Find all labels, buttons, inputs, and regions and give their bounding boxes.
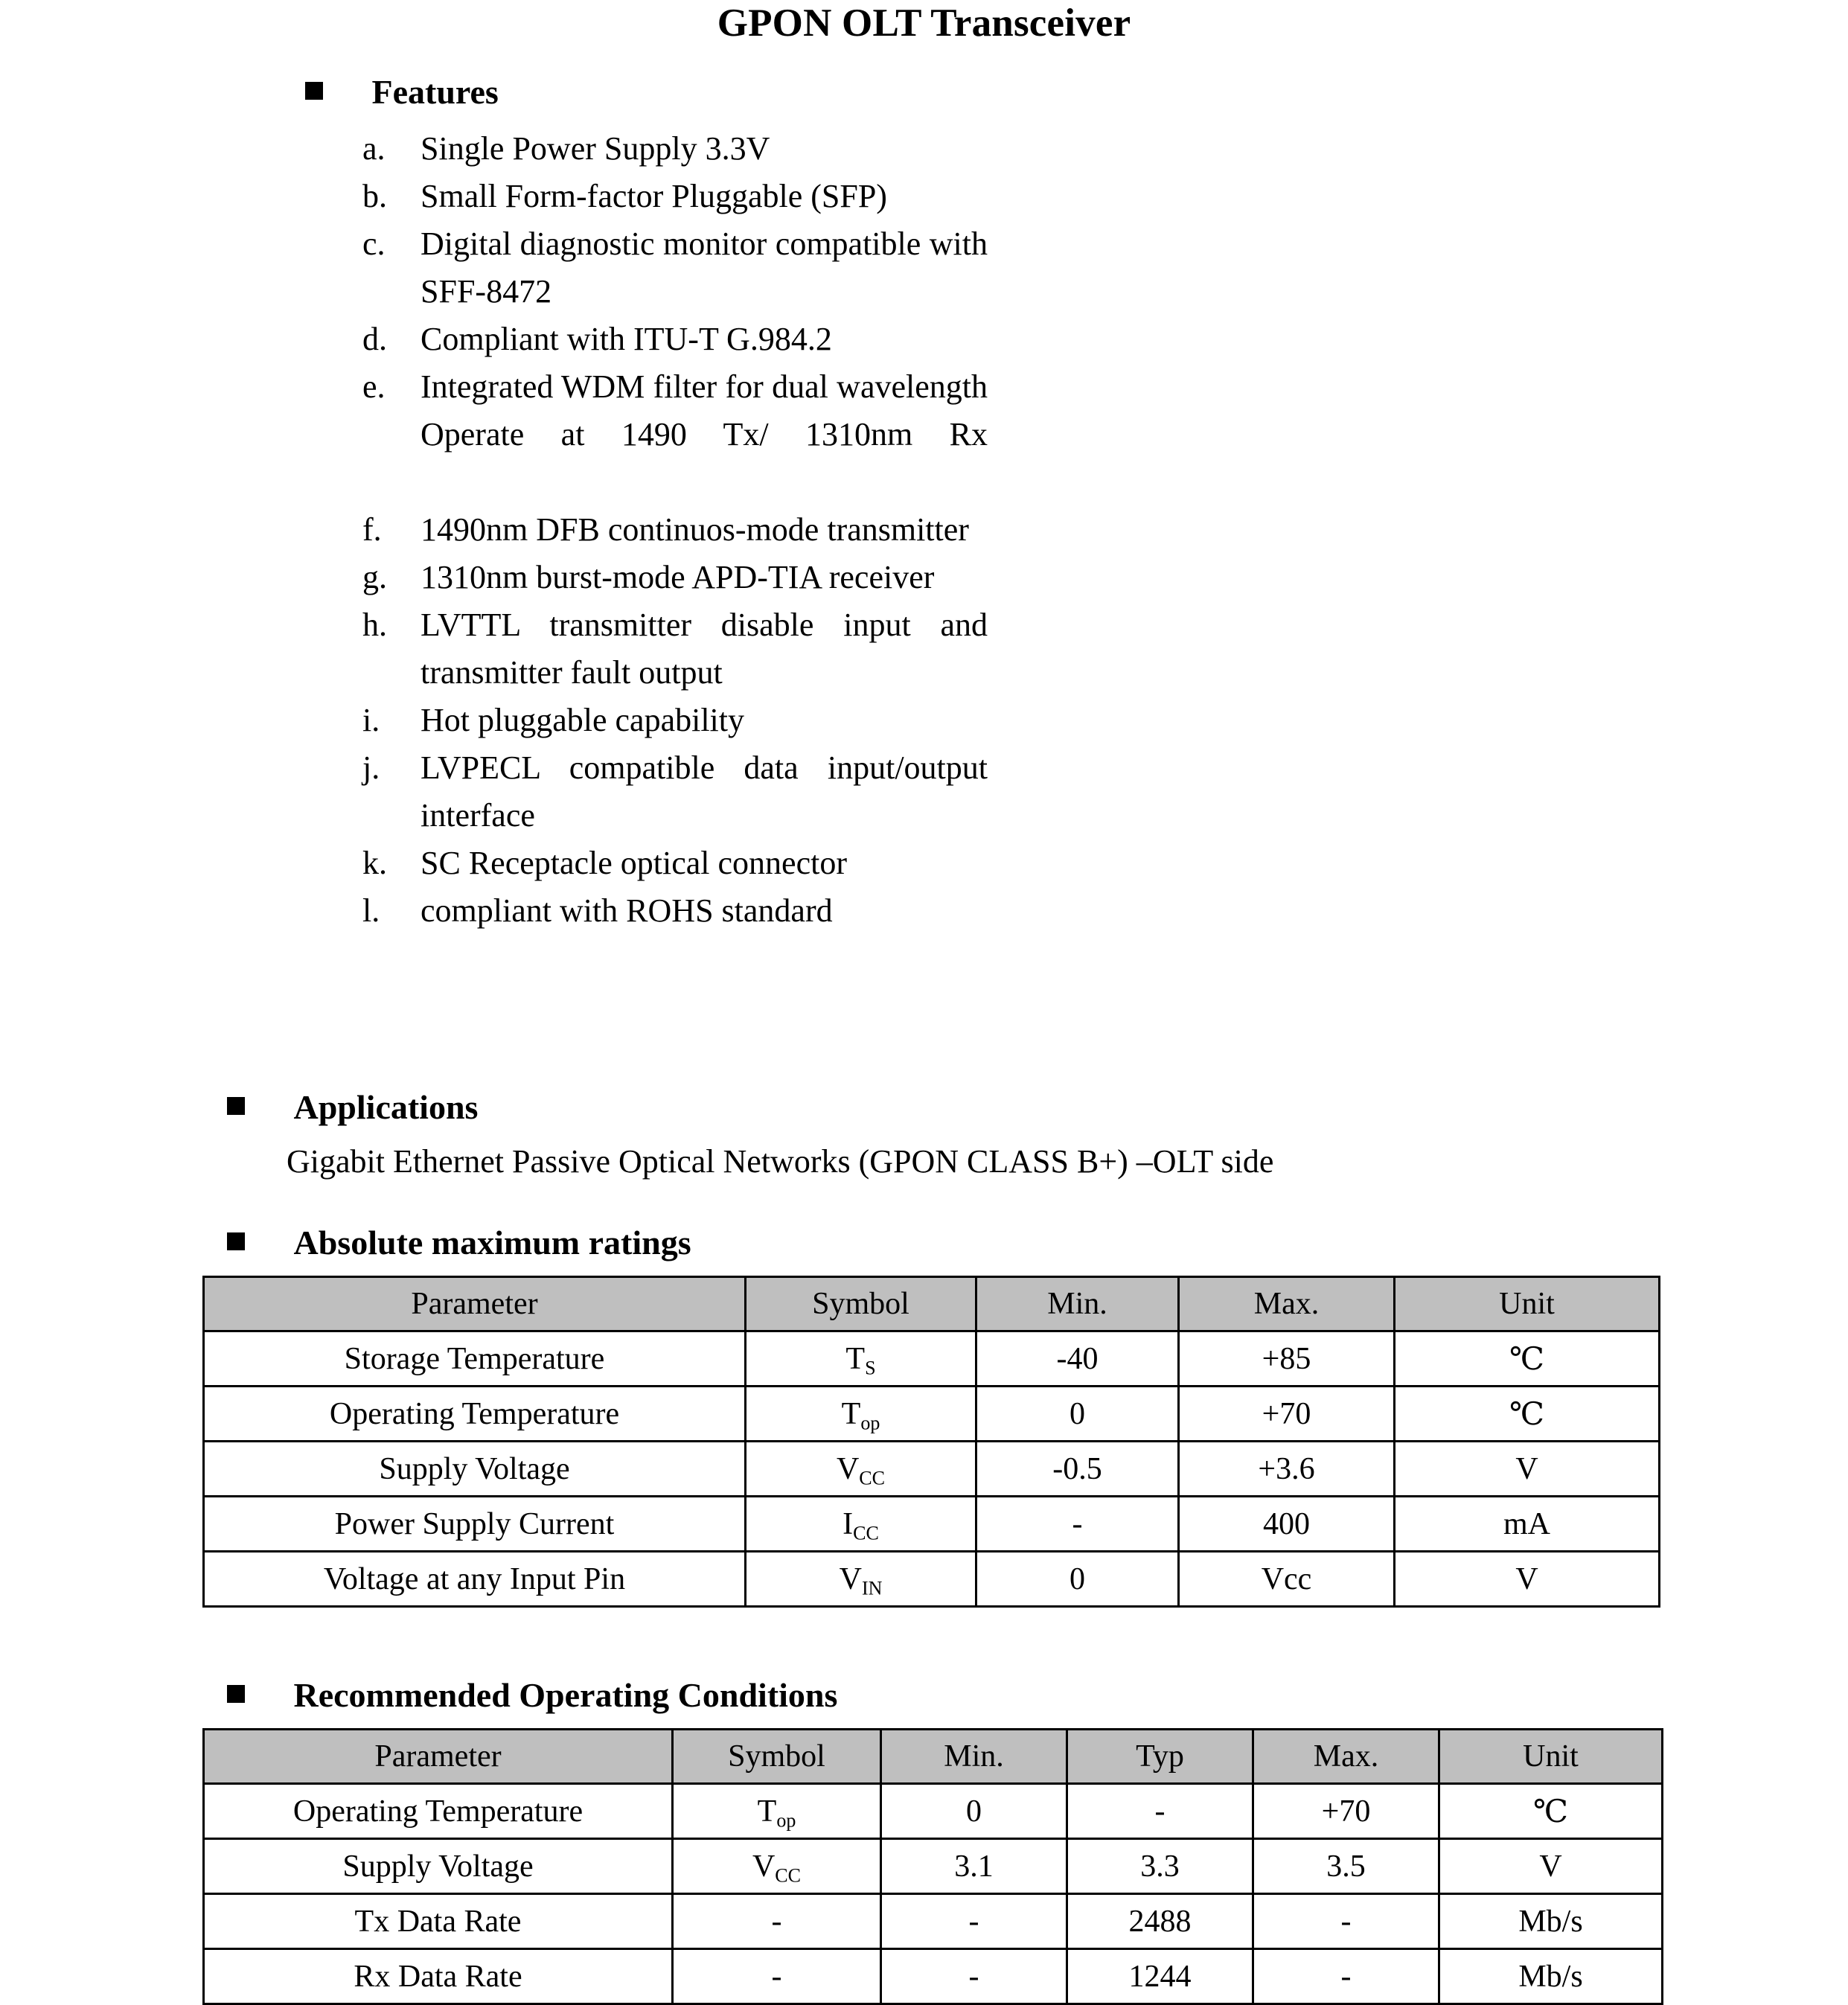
column-header: Max.	[1253, 1730, 1439, 1784]
table-header	[204, 1277, 1660, 1331]
recommended-operating-conditions-table	[202, 1728, 1663, 2005]
cell-unit: ℃	[1439, 1784, 1663, 1839]
feature-item-text: 1490nm DFB continuos-mode transmitter	[421, 511, 969, 548]
column-header: Unit	[1395, 1277, 1660, 1331]
square-bullet-icon	[227, 1685, 245, 1703]
cell-max: Vcc	[1179, 1552, 1395, 1607]
cell-parameter: Storage Temperature	[204, 1331, 746, 1387]
cell-symbol	[746, 1387, 976, 1442]
section-heading-absolute-maximum-ratings	[227, 1224, 691, 1263]
feature-list-item	[362, 173, 988, 220]
cell-parameter: Supply Voltage	[204, 1442, 746, 1497]
cell-max: -	[1253, 1894, 1439, 1949]
feature-list-item	[362, 840, 988, 887]
cell-parameter: Tx Data Rate	[204, 1894, 673, 1949]
feature-item-marker: d.	[362, 321, 387, 357]
symbol-base: T	[845, 1341, 866, 1376]
table-row	[204, 1442, 1660, 1497]
column-header: Min.	[881, 1730, 1067, 1784]
cell-unit: Mb/s	[1439, 1894, 1663, 1949]
cell-unit: V	[1395, 1552, 1660, 1607]
table-header	[204, 1730, 1663, 1784]
cell-symbol: -	[673, 1894, 881, 1949]
feature-list-item	[362, 506, 988, 554]
square-bullet-icon	[227, 1232, 245, 1250]
feature-list-item	[362, 697, 988, 744]
cell-max: 3.5	[1253, 1839, 1439, 1894]
feature-item-text: Digital diagnostic monitor compatible with SFF-8472	[421, 226, 988, 310]
cell-min: 0	[881, 1784, 1067, 1839]
applications-text: Gigabit Ethernet Passive Optical Networks (GPON CLASS B+) –OLT side	[287, 1143, 1274, 1180]
feature-list-item	[362, 220, 988, 316]
section-heading-features	[305, 73, 499, 112]
symbol-base: I	[843, 1506, 854, 1541]
cell-parameter: Voltage at any Input Pin	[204, 1552, 746, 1607]
page-title: GPON OLT Transceiver	[717, 1, 1131, 45]
cell-typ: 2488	[1067, 1894, 1253, 1949]
cell-unit: mA	[1395, 1497, 1660, 1552]
table-row	[204, 1839, 1663, 1894]
table-body	[204, 1784, 1663, 2004]
table-row	[204, 1784, 1663, 1839]
column-header: Unit	[1439, 1730, 1663, 1784]
symbol-subscript: CC	[853, 1521, 879, 1544]
table-row	[204, 1552, 1660, 1607]
column-header: Parameter	[204, 1730, 673, 1784]
cell-min: 0	[976, 1387, 1179, 1442]
feature-list-item	[362, 744, 988, 840]
column-header: Max.	[1179, 1277, 1395, 1331]
cell-min: -	[881, 1894, 1067, 1949]
symbol-subscript: S	[865, 1356, 876, 1378]
cell-symbol	[746, 1331, 976, 1387]
feature-item-marker: g.	[362, 559, 387, 595]
section-heading-features-label: Features	[371, 73, 499, 111]
cell-min: 0	[976, 1552, 1179, 1607]
feature-item-text: LVPECL compatible data input/output interface	[421, 749, 988, 834]
feature-item-marker: b.	[362, 178, 387, 214]
cell-unit: V	[1439, 1839, 1663, 1894]
feature-item-text: LVTTL transmitter disable input and transmitter fault output	[421, 607, 988, 691]
cell-max: 400	[1179, 1497, 1395, 1552]
cell-unit: V	[1395, 1442, 1660, 1497]
cell-parameter: Operating Temperature	[204, 1784, 673, 1839]
feature-item-marker: j.	[362, 749, 380, 786]
section-heading-recommended-operating-conditions	[227, 1676, 837, 1715]
table-header-row	[204, 1277, 1660, 1331]
cell-min: -0.5	[976, 1442, 1179, 1497]
cell-max: +70	[1253, 1784, 1439, 1839]
section-heading-applications-label: Applications	[293, 1088, 479, 1126]
symbol-base: V	[836, 1451, 860, 1486]
cell-parameter: Operating Temperature	[204, 1387, 746, 1442]
cell-max: +70	[1179, 1387, 1395, 1442]
cell-max: +85	[1179, 1331, 1395, 1387]
features-list	[362, 125, 988, 935]
table-row	[204, 1387, 1660, 1442]
symbol-subscript: CC	[859, 1466, 886, 1488]
section-heading-applications	[227, 1088, 478, 1128]
feature-list-item	[362, 363, 988, 506]
table-body	[204, 1331, 1660, 1607]
section-heading-recommended-operating-conditions-label: Recommended Operating Conditions	[293, 1676, 838, 1714]
feature-item-marker: i.	[362, 702, 380, 738]
feature-item-text: Small Form-factor Pluggable (SFP)	[421, 178, 887, 214]
cell-unit: ℃	[1395, 1331, 1660, 1387]
cell-symbol	[673, 1839, 881, 1894]
cell-max: +3.6	[1179, 1442, 1395, 1497]
column-header: Typ	[1067, 1730, 1253, 1784]
feature-item-text: Integrated WDM filter for dual wavelength Operate at 1490 Tx/ 1310nm Rx	[421, 368, 988, 453]
cell-symbol	[673, 1784, 881, 1839]
feature-list-item	[362, 125, 988, 173]
cell-min: -40	[976, 1331, 1179, 1387]
cell-symbol: -	[673, 1949, 881, 2004]
cell-parameter: Power Supply Current	[204, 1497, 746, 1552]
cell-min: 3.1	[881, 1839, 1067, 1894]
column-header: Symbol	[673, 1730, 881, 1784]
table-row	[204, 1497, 1660, 1552]
feature-item-marker: h.	[362, 607, 387, 643]
cell-typ: -	[1067, 1784, 1253, 1839]
symbol-base: V	[839, 1561, 862, 1596]
cell-max: -	[1253, 1949, 1439, 2004]
feature-item-marker: f.	[362, 511, 382, 548]
symbol-subscript: op	[860, 1411, 880, 1433]
table-row	[204, 1949, 1663, 2004]
symbol-subscript: op	[776, 1809, 796, 1831]
cell-typ: 1244	[1067, 1949, 1253, 2004]
table-header-row	[204, 1730, 1663, 1784]
cell-min: -	[976, 1497, 1179, 1552]
cell-min: -	[881, 1949, 1067, 2004]
feature-item-text: Compliant with ITU-T G.984.2	[421, 321, 832, 357]
symbol-base: V	[752, 1849, 776, 1884]
square-bullet-icon	[305, 82, 323, 100]
symbol-base: T	[757, 1794, 777, 1829]
column-header: Parameter	[204, 1277, 746, 1331]
feature-item-text: compliant with ROHS standard	[421, 892, 833, 929]
feature-item-marker: l.	[362, 892, 380, 929]
symbol-subscript: IN	[861, 1576, 883, 1599]
cell-unit: ℃	[1395, 1387, 1660, 1442]
feature-list-item	[362, 601, 988, 697]
feature-item-text: Hot pluggable capability	[421, 702, 744, 738]
absolute-maximum-ratings-table	[202, 1276, 1660, 1608]
cell-symbol	[746, 1552, 976, 1607]
symbol-base: T	[841, 1396, 861, 1431]
feature-item-text: Single Power Supply 3.3V	[421, 130, 770, 167]
table-row	[204, 1894, 1663, 1949]
cell-parameter: Rx Data Rate	[204, 1949, 673, 2004]
feature-item-marker: k.	[362, 845, 387, 881]
feature-item-marker: c.	[362, 226, 386, 262]
cell-symbol	[746, 1497, 976, 1552]
feature-list-item	[362, 554, 988, 601]
feature-item-marker: a.	[362, 130, 386, 167]
square-bullet-icon	[227, 1097, 245, 1115]
feature-item-text: 1310nm burst-mode APD-TIA receiver	[421, 559, 935, 595]
column-header: Symbol	[746, 1277, 976, 1331]
feature-list-item	[362, 887, 988, 935]
cell-symbol	[746, 1442, 976, 1497]
table-row	[204, 1331, 1660, 1387]
feature-item-text: SC Receptacle optical connector	[421, 845, 847, 881]
cell-typ: 3.3	[1067, 1839, 1253, 1894]
feature-list-item	[362, 316, 988, 363]
feature-item-marker: e.	[362, 368, 386, 405]
column-header: Min.	[976, 1277, 1179, 1331]
cell-unit: Mb/s	[1439, 1949, 1663, 2004]
symbol-subscript: CC	[775, 1864, 802, 1886]
section-heading-absolute-maximum-ratings-label: Absolute maximum ratings	[293, 1224, 691, 1261]
cell-parameter: Supply Voltage	[204, 1839, 673, 1894]
